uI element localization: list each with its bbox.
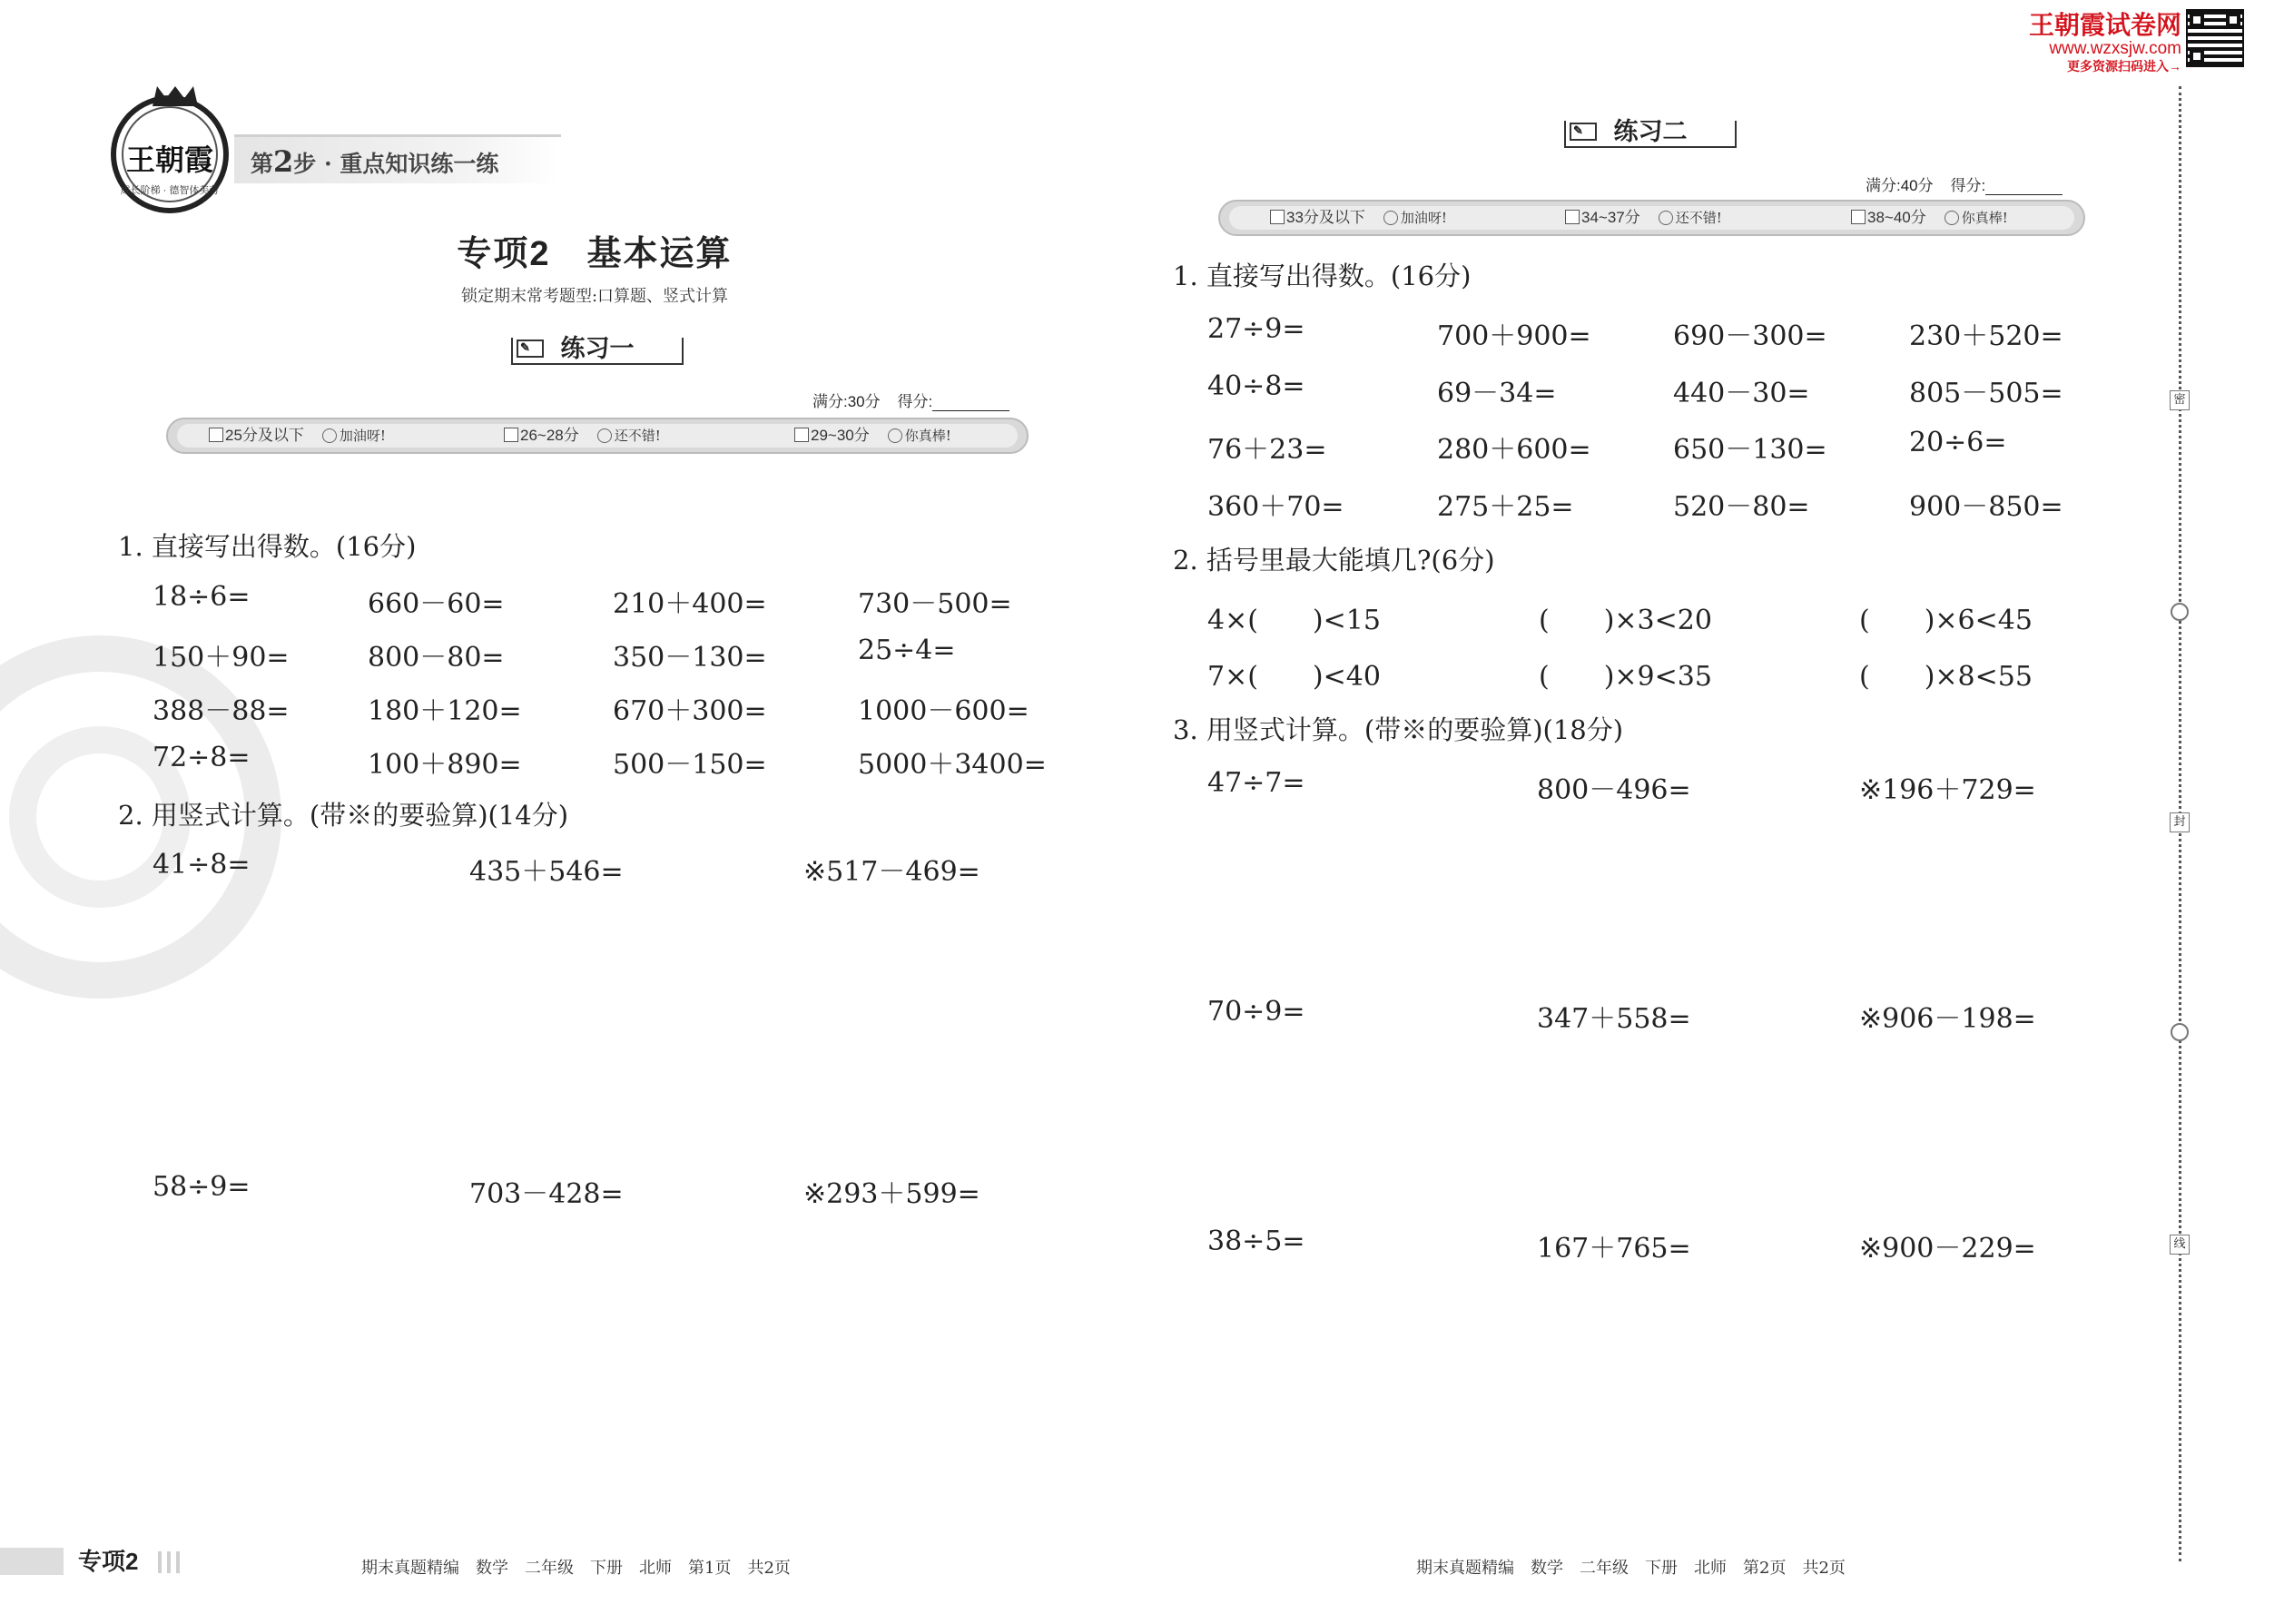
problem-item: 100＋890= — [368, 749, 522, 781]
problem-item: 18÷6= — [153, 581, 251, 613]
problem-item: 7×( )<40 — [1207, 661, 1381, 693]
ex2-q3-title: 3. 用竖式计算。(带※的要验算)(18分) — [1173, 714, 1624, 745]
smiley-icon — [322, 428, 337, 443]
problem-item: 1000－600= — [858, 695, 1029, 727]
checkbox[interactable] — [1565, 210, 1580, 224]
step-number: 2 — [273, 144, 294, 179]
problem-item: 210＋400= — [613, 588, 767, 620]
problem-item: 730－500= — [858, 588, 1012, 620]
full-score: 满分:30分 — [812, 393, 881, 410]
problem-item: ※900－229= — [1859, 1233, 2036, 1265]
brand-url[interactable]: www.wzxsjw.com — [2049, 39, 2181, 58]
problem-item: 350－130= — [613, 642, 767, 674]
score-blank[interactable] — [1985, 180, 2063, 195]
problem-item: 47÷7= — [1207, 767, 1305, 799]
qr-code[interactable] — [2186, 9, 2244, 67]
problem-item: 150＋90= — [153, 642, 290, 674]
page-subtitle: 锁定期末常考题型:口算题、竖式计算 — [460, 287, 729, 306]
binding-label: 封 — [2170, 812, 2190, 832]
checkbox[interactable] — [504, 428, 518, 442]
problem-item: 230＋520= — [1909, 320, 2063, 352]
publisher-logo — [111, 95, 229, 213]
logo-subtitle: 成长阶梯 · 德智体美劳 — [120, 185, 220, 196]
exercise-1-header — [511, 335, 684, 365]
smiley-icon — [1944, 211, 1959, 225]
smiley-icon — [888, 428, 902, 443]
pencil-icon: ✎ — [517, 340, 544, 358]
problem-item: 690－300= — [1673, 320, 1827, 352]
problem-item: ( )×6<45 — [1859, 605, 2033, 636]
ex1-q1-title: 1. 直接写出得数。(16分) — [118, 531, 417, 562]
brand-more: 更多资源扫码进入→ — [2067, 59, 2181, 74]
brand-name: 王朝霞试卷网 — [2028, 11, 2181, 39]
problem-item: 275＋25= — [1437, 491, 1574, 523]
rating-option[interactable]: 26~28分 还不错! — [504, 424, 661, 448]
exercise-1-score-line — [812, 389, 1009, 411]
problem-item: 500－150= — [613, 749, 767, 781]
problem-item: 700＋900= — [1437, 320, 1591, 352]
problem-item: ( )×9<35 — [1539, 661, 1712, 693]
score-label: 得分: — [897, 393, 933, 410]
checkbox[interactable] — [1851, 210, 1866, 224]
problem-item: 76＋23= — [1207, 434, 1327, 466]
problem-item: 40÷8= — [1207, 370, 1305, 402]
step-banner — [234, 134, 561, 183]
problem-item: 5000＋3400= — [858, 749, 1047, 781]
problem-item: 167＋765= — [1537, 1233, 1691, 1265]
step-prefix: 第 — [251, 151, 274, 177]
rating-option[interactable]: 33分及以下 加油呀! — [1270, 206, 1447, 230]
page-title: 专项2 基本运算 — [457, 235, 733, 273]
binding-label: 线 — [2170, 1235, 2190, 1255]
smiley-icon — [1659, 211, 1673, 225]
problem-item: 347＋558= — [1537, 1003, 1691, 1035]
problem-item: ( )×3<20 — [1539, 605, 1712, 636]
score-label: 得分: — [1950, 177, 1986, 194]
problem-item: ( )×8<55 — [1859, 661, 2033, 693]
logo-name: 王朝霞 — [125, 143, 213, 177]
footer-tag-label: 专项2 — [64, 1548, 138, 1575]
problem-item: 703－428= — [469, 1178, 624, 1210]
problem-item: ※293＋599= — [803, 1178, 980, 1210]
binding-label: 密 — [2170, 390, 2190, 410]
problem-item: 20÷6= — [1909, 427, 2007, 458]
exercise-2-rating-bar — [1218, 200, 2085, 236]
problem-item: 70÷9= — [1207, 996, 1305, 1028]
rating-option[interactable]: 25分及以下 加油呀! — [209, 424, 386, 448]
problem-item: 900－850= — [1909, 491, 2063, 523]
problem-item: 805－505= — [1909, 378, 2063, 409]
problem-item: 4×( )<15 — [1207, 605, 1381, 636]
footer-right: 期末真题精编 数学 二年级 下册 北师 第2页 共2页 — [1416, 1559, 1846, 1578]
exercise-1-rating-bar — [166, 418, 1029, 454]
problem-item: 41÷8= — [153, 849, 251, 881]
scissors-icon — [2171, 603, 2189, 621]
checkbox[interactable] — [209, 428, 223, 442]
smiley-icon — [1383, 211, 1398, 225]
ex2-q2-title: 2. 括号里最大能填几?(6分) — [1173, 545, 1495, 576]
smiley-icon — [597, 428, 612, 443]
checkbox[interactable] — [1270, 210, 1285, 224]
full-score: 满分:40分 — [1866, 177, 1934, 194]
problem-item: 25÷4= — [858, 635, 956, 666]
problem-item: 360＋70= — [1207, 491, 1344, 523]
rating-option[interactable]: 34~37分 还不错! — [1565, 206, 1722, 230]
problem-item: 650－130= — [1673, 434, 1827, 466]
problem-item: 72÷8= — [153, 742, 251, 773]
problem-item: 38÷5= — [1207, 1225, 1305, 1257]
problem-item: 440－30= — [1673, 378, 1810, 409]
problem-item: 27÷9= — [1207, 313, 1305, 345]
checkbox[interactable] — [794, 428, 809, 442]
problem-item: 670＋300= — [613, 695, 767, 727]
problem-item: 180＋120= — [368, 695, 522, 727]
problem-item: 800－80= — [368, 642, 505, 674]
problem-item: 435＋546= — [469, 856, 624, 888]
problem-item: ※517－469= — [803, 856, 980, 888]
problem-item: 280＋600= — [1437, 434, 1591, 466]
problem-item: 520－80= — [1673, 491, 1810, 523]
rating-option[interactable]: 29~30分 你真棒! — [794, 424, 951, 448]
scissors-icon — [2171, 1023, 2189, 1041]
footer-section-tag — [0, 1548, 182, 1575]
score-blank[interactable] — [932, 396, 1009, 411]
pencil-icon: ✎ — [1570, 123, 1597, 141]
rating-option[interactable]: 38~40分 你真棒! — [1851, 206, 2008, 230]
footer-left: 期末真题精编 数学 二年级 下册 北师 第1页 共2页 — [361, 1559, 791, 1578]
ex2-q1-title: 1. 直接写出得数。(16分) — [1173, 261, 1472, 291]
exercise-2-score-line — [1866, 172, 2063, 195]
problem-item: 660－60= — [368, 588, 505, 620]
exercise-2-title: 练习二 — [1613, 118, 1688, 145]
ex1-q2-title: 2. 用竖式计算。(带※的要验算)(14分) — [118, 800, 569, 831]
problem-item: 388－88= — [153, 695, 290, 727]
problem-item: 69－34= — [1437, 378, 1557, 409]
problem-item: ※906－198= — [1859, 1003, 2036, 1035]
problem-item: 58÷9= — [153, 1171, 251, 1203]
exercise-2-header — [1564, 118, 1737, 148]
brand-block — [2023, 11, 2181, 74]
step-label: 步 · 重点知识练一练 — [293, 151, 499, 177]
problem-item: 800－496= — [1537, 774, 1691, 806]
exercise-1-title: 练习一 — [560, 335, 635, 362]
problem-item: ※196＋729= — [1859, 774, 2036, 806]
